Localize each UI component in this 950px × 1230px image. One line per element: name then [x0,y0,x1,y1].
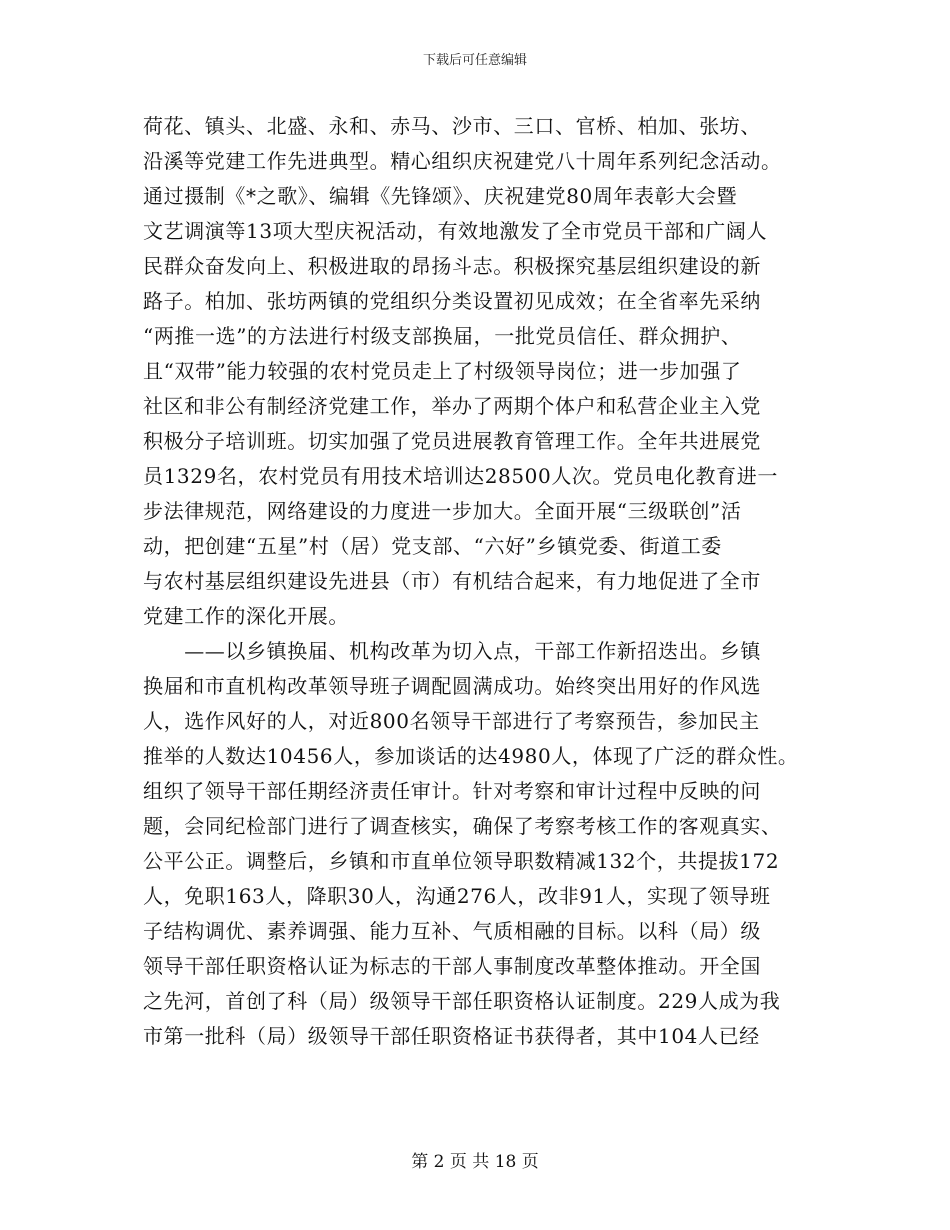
text-line: 组织了领导干部任期经济责任审计。针对考察和审计过程中反映的问 [143,779,761,803]
text-line: 社区和非公有制经济党建工作，举办了两期个体户和私营企业主入党 [143,394,761,418]
text-line: 沿溪等党建工作先进典型。精心组织庆祝建党八十周年系列纪念活动。 [143,149,782,173]
text-line: 之先河，首创了科（局）级领导干部任职资格认证制度。229人成为我 [143,989,781,1013]
text-line: 题，会同纪检部门进行了调查核实，确保了考察考核工作的客观真实、 [143,814,782,838]
text-line: “两推一选”的方法进行村级支部换届，一批党员信任、群众拥护、 [143,324,742,348]
text-line: 员1329名，农村党员有用技术培训达28500人次。党员电化教育进一 [143,464,778,488]
text-line: 与农村基层组织建设先进县（市）有机结合起来，有力地促进了全市 [143,569,761,593]
text-line: 党建工作的深化开展。 [143,604,349,628]
text-line: 人，选作风好的人，对近800名领导干部进行了考察预告，参加民主 [143,709,760,733]
text-line: 民群众奋发向上、积极进取的昂扬斗志。积极探究基层组织建设的新 [143,254,761,278]
text-line: 推举的人数达10456人，参加谈话的达4980人，体现了广泛的群众性。 [143,744,799,768]
text-line: 换届和市直机构改革领导班子调配圆满成功。始终突出用好的作风选 [143,674,761,698]
text-line: 积极分子培训班。切实加强了党员进展教育管理工作。全年共进展党 [143,429,761,453]
text-line: 且“双带”能力较强的农村党员走上了村级领导岗位；进一步加强了 [143,359,742,383]
text-line: 市第一批科（局）级领导干部任职资格证书获得者，其中104人已经 [143,1024,760,1048]
text-line: 动，把创建“五星”村（居）党支部、“六好”乡镇党委、街道工委 [143,534,722,558]
text-line: 路子。柏加、张坊两镇的党组织分类设置初见成效；在全省率先采纳 [143,289,761,313]
text-line: 公平公正。调整后，乡镇和市直单位领导职数精减132个，共提拔172 [143,849,780,873]
text-line: ——以乡镇换届、机构改革为切入点，干部工作新招迭出。乡镇 [143,639,761,663]
page-footer: 第 2 页 共 18 页 [411,1152,539,1172]
page-header: 下载后可任意编辑 [422,53,527,68]
text-line: 人，免职163人，降职30人，沟通276人，改非91人，实现了领导班 [143,884,771,908]
text-line: 子结构调优、素养调强、能力互补、气质相融的目标。以科（局）级 [143,919,761,943]
text-line: 步法律规范，网络建设的力度进一步加大。全面开展“三级联创”活 [143,499,742,523]
text-line: 文艺调演等13项大型庆祝活动，有效地激发了全市党员干部和广阔人 [143,219,768,243]
text-line: 荷花、镇头、北盛、永和、赤马、沙市、三口、官桥、柏加、张坊、 [143,114,761,138]
body-text [143,109,809,1054]
text-line: 通过摄制《*之歌》、编辑《先锋颂》、庆祝建党80周年表彰大会暨 [143,184,738,208]
text-line: 领导干部任职资格认证为标志的干部人事制度改革整体推动。开全国 [143,954,761,978]
